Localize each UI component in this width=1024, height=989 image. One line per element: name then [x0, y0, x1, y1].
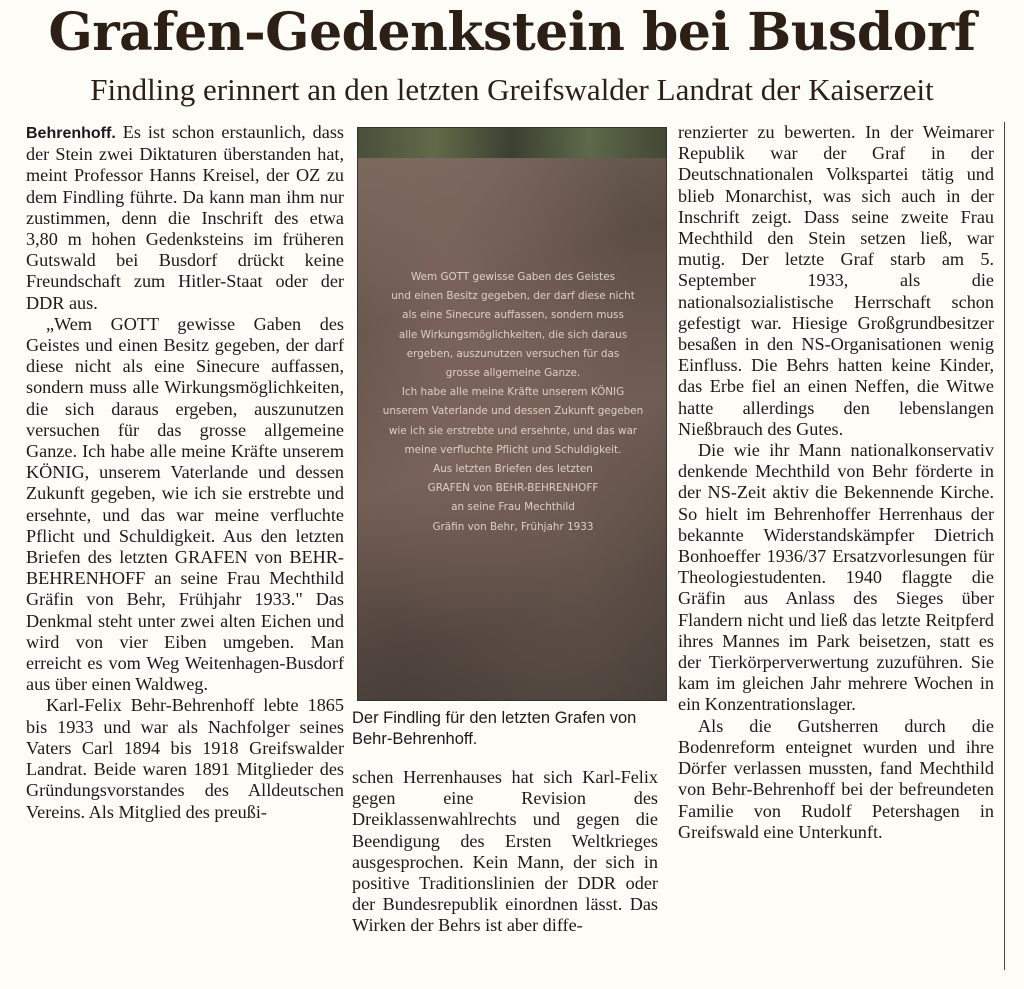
inscription-line: als eine Sinecure auffassen, sondern muss [402, 309, 624, 322]
inscription-line: unserem Vaterlande und dessen Zukunft gegeben [382, 405, 644, 418]
paragraph-2: „Wem GOTT gewisse Gaben des Geistes und einen Besitz gegeben, der darf diese nicht als eine Sinecure auffassen, sondern muss alle Wirkungsmöglichkeiten, die sich daraus ergeben, auszunutzen versuchen für das grosse allgemeine Ganze. Ich habe alle meine Kräfte unserem KÖNIG, unserem Vaterlande und dessen Zukunft gegeben, wie ich sie erstrebte und ersehnte, und das war meine verfluchte Pflicht und Schuldigkeit. Aus den letzten Briefen des letzten GRAFEN von BEHR-BEHRENHOFF an seine Frau Mechthild Gräfin von Behr, Frühjahr 1933." Das Denkmal steht unter zwei alten Eichen und wird von vier Eiben umgeben. Man erreicht es vom Weg Weitenhagen-Busdorf aus über einen Waldweg. [26, 313, 344, 695]
inscription-line: Gräfin von Behr, Frühjahr 1933 [432, 520, 594, 533]
memorial-stone-photo [357, 127, 667, 701]
paragraph-3: Karl-Felix Behr-Behrenhoff lebte 1865 bis 1933 und war als Nachfolger seines Vaters Carl 1894 bis 1918 Greifswalder Landrat. Beide waren 1891 Mitglieder des Gründungsvorstandes des Alldeutschen Vereins. Als Mitglied des preußi- [26, 695, 344, 822]
subheadline: Findling erinnert an den letzten Greifswalder Landrat der Kaiserzeit [90, 72, 934, 107]
paragraph-4: schen Herrenhauses hat sich Karl-Felix gegen eine Revision des Dreiklassenwahlrechts und gegen die Beendigung des Ersten Weltkrieges ausgesprochen. Kein Mann, der sich in positive Traditionslinien der DDR oder der Bundesrepublik einordnen lässt. Das Wirken der Behrs ist aber diffe- [352, 767, 658, 936]
photo-caption: Der Findling für den letzten Grafen von Behr-Behrenhoff. [352, 709, 637, 748]
inscription-line: wie ich sie erstrebte und ersehnte, und das war [388, 424, 638, 437]
inscription-line: meine verfluchte Pflicht und Schuldigkeit. [404, 443, 622, 456]
headline: Grafen-Gedenkstein bei Busdorf [48, 2, 976, 63]
inscription-line: an seine Frau Mechthild [451, 501, 575, 514]
inscription-line: GRAFEN von BEHR-BEHRENHOFF [427, 482, 599, 495]
stone-inscription [380, 268, 646, 537]
column-1 [26, 122, 344, 823]
column-3 [678, 122, 994, 843]
paragraph-7: Als die Gutsherren durch die Bodenreform enteignet wurden und ihre Dörfer verlassen mussten, fand Mechthild von Behr-Behrenhoff bei der befreundeten Familie von Rudolf Petershagen in Greifswald eine Unterkunft. [678, 715, 994, 842]
inscription-line: Aus letzten Briefen des letzten [433, 463, 593, 476]
paragraph-1: Es ist schon erstaunlich, dass der Stein zwei Diktaturen überstanden hat, meint Professor Hanns Kreisel, der OZ zu dem Findling führte. Da kann man ihm nur zustimmen, denn die Inschrift des etwa 3,80 m hohen Gedenksteins im früheren Gutswald bei Busdorf drückt keine Freundschaft zum Hitler-Staat oder der DDR aus. [26, 122, 344, 313]
column-rule [1004, 122, 1005, 970]
foliage [358, 128, 666, 158]
dateline: Behrenhoff. [26, 125, 116, 142]
inscription-line: Wem GOTT gewisse Gaben des Geistes [410, 271, 616, 283]
paragraph-intro [26, 122, 344, 314]
inscription-line: Ich habe alle meine Kräfte unserem KÖNIG [401, 386, 625, 399]
inscription-line: alle Wirkungsmöglichkeiten, die sich daraus [398, 328, 628, 341]
paragraph-5: renzierter zu bewerten. In der Weimarer Republik war der Graf in der Deutschnationalen Volkspartei tätig und blieb Monarchist, was sich auch in der Inschrift zeigt. Dass seine zweite Frau Mechthild den Stein setzen ließ, war mutig. Der letzte Graf starb am 5. September 1933, als die nationalsozialistische Herrschaft schon gefestigt war. Hiesige Großgrundbesitzer besaßen in den NS-Organisationen wenig Einfluss. Die Behrs hatten keine Kinder, das Erbe fiel an einen Neffen, die Witwe hatte allerdings den lebenslangen Nießbrauch des Gutes. [678, 122, 994, 439]
inscription-line: und einen Besitz gegeben, der darf diese nicht [391, 290, 635, 303]
paragraph-6: Die wie ihr Mann nationalkonservativ denkende Mechthild von Behr förderte in der NS-Zeit aktiv die Bekennende Kirche. So hielt im Behrenhoffer Herrenhaus der bekannte Widerstandskämpfer Dietrich Bonhoeffer 1936/37 Ersatzvorlesungen für Theologiestudenten. 1940 flaggte die Gräfin aus Anlass des Sieges über Flandern nicht und ließ das letzte Reitpferd ihres Mannes im Park beisetzen, statt es der Tierkörperverwertung zuzuführen. Sie kam im gleichen Jahr mehrere Wochen in ein Konzentrationslager. [678, 440, 994, 715]
inscription-line: ergeben, auszunutzen versuchen für das [406, 347, 620, 360]
inscription-line: grosse allgemeine Ganze. [445, 367, 581, 380]
column-2 [352, 767, 658, 937]
